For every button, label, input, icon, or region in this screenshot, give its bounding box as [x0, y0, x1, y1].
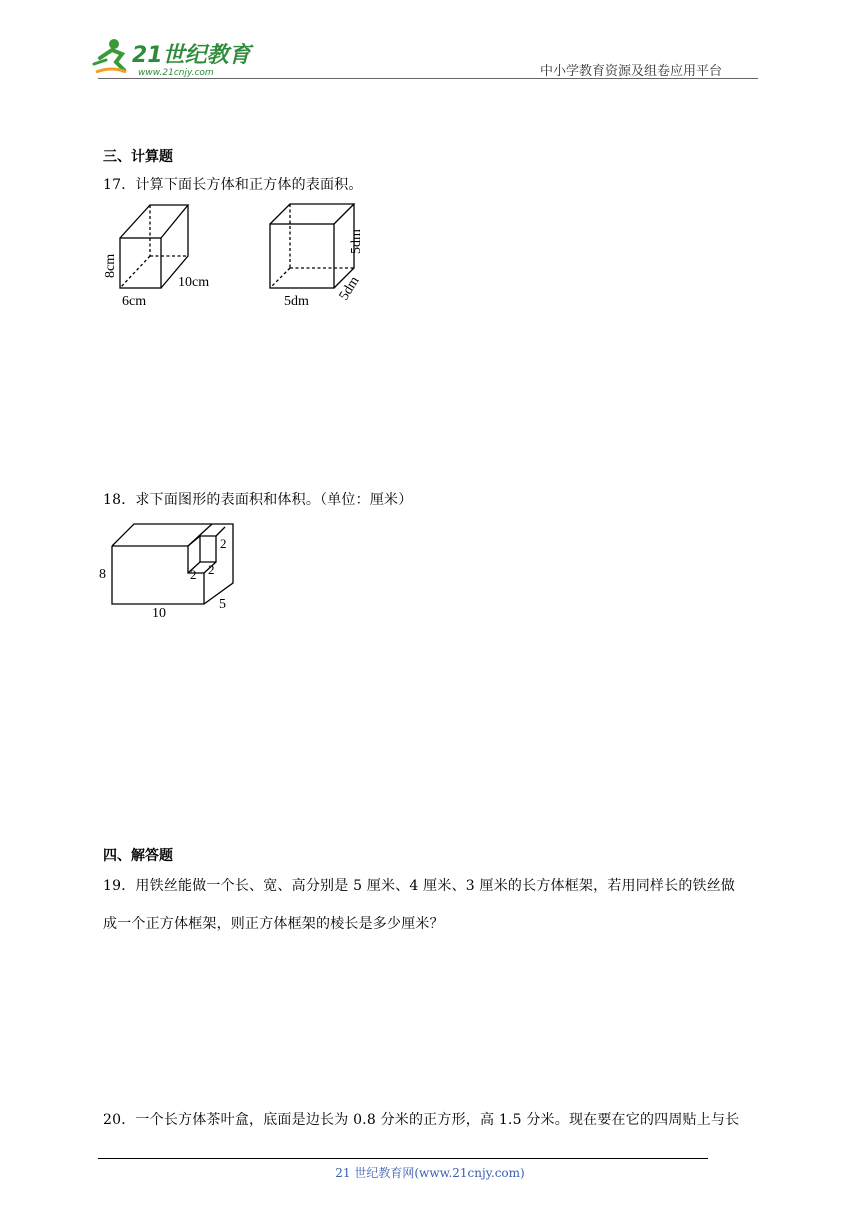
cube-figure	[270, 204, 364, 309]
cube-width-label: 5dm	[284, 294, 309, 309]
svg-text:www.21cnjy.com: www.21cnjy.com	[138, 68, 214, 78]
question-17-text: 17．计算下面长方体和正方体的表面积。	[103, 177, 363, 193]
height-label: 8	[99, 567, 106, 582]
question-19-line1: 19．用铁丝能做一个长、宽、高分别是 5 厘米、4 厘米、3 厘米的长方体框架，若用同样长的铁丝做	[103, 878, 736, 894]
section-title-calculation: 三、计算题	[103, 149, 173, 165]
notch-label-b: 2	[208, 562, 215, 577]
notch-label-a: 2	[190, 567, 197, 582]
cuboid-figure	[98, 198, 228, 313]
width-label: 5	[219, 597, 226, 612]
cuboid-depth-label: 10cm	[178, 275, 210, 290]
question-19-line2: 成一个正方体框架，则正方体框架的棱长是多少厘米？	[103, 916, 444, 932]
footer-text: 21 世纪教育网(www.21cnjy.com)	[335, 1166, 525, 1180]
cuboid-height-label: 8cm	[103, 253, 118, 278]
cuboid-width-label: 6cm	[122, 294, 147, 309]
question-20-line1: 20．一个长方体茶叶盒，底面是边长为 0.8 分米的正方形，高 1.5 分米。现在要在它的四周贴上与长	[103, 1112, 740, 1128]
section-title-word-problems: 四、解答题	[103, 848, 173, 864]
cube-depth-label: 5dm	[336, 274, 363, 304]
runner-icon	[94, 39, 126, 72]
length-label: 10	[152, 606, 166, 621]
site-logo	[92, 36, 257, 80]
notch-label-c: 2	[220, 536, 227, 551]
header-divider	[98, 78, 758, 79]
footer-divider	[98, 1158, 708, 1159]
header-platform-text: 中小学教育资源及组卷应用平台	[540, 64, 723, 79]
question-18-text: 18．求下面图形的表面积和体积。（单位：厘米）	[103, 492, 413, 508]
cube-height-label: 5dm	[349, 229, 364, 254]
notched-cuboid-figure	[95, 516, 245, 624]
svg-text:21世纪教育: 21世纪教育	[132, 43, 251, 68]
